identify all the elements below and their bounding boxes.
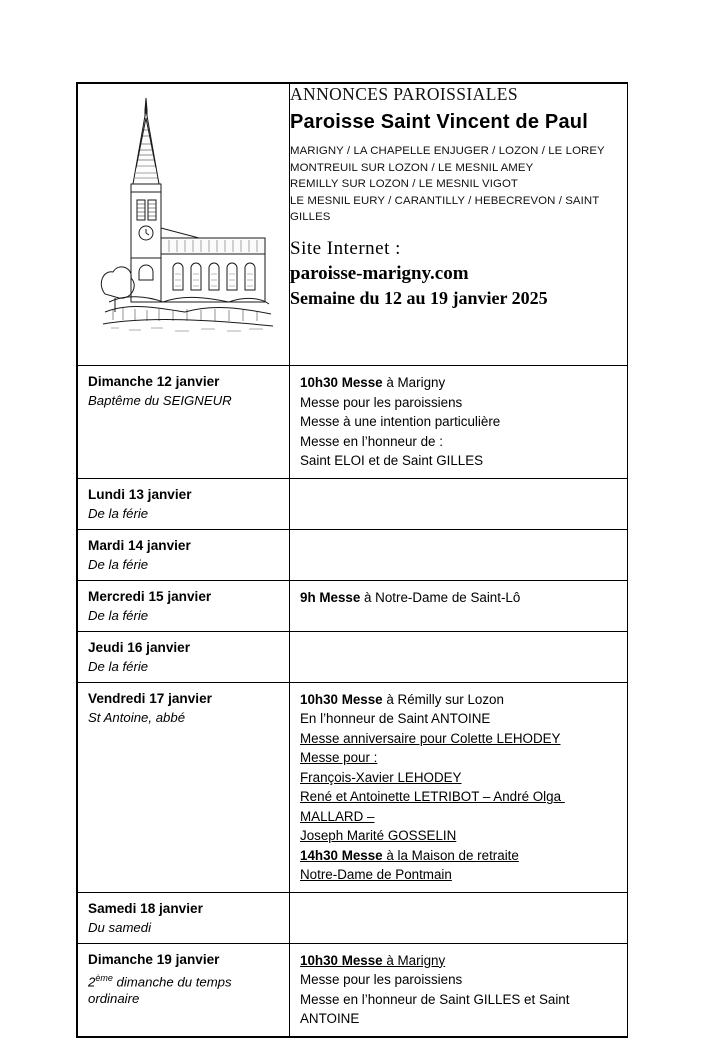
events-cell <box>290 529 628 580</box>
event-time: 10h30 Messe <box>300 952 383 968</box>
event-line: Messe pour les paroissiens <box>300 972 463 987</box>
events-cell <box>290 943 628 1036</box>
site-url[interactable]: paroisse-marigny.com <box>290 262 469 284</box>
event-line: Messe pour : <box>300 750 378 765</box>
event-line: Messe à une intention particulière <box>300 414 501 429</box>
day-subtitle: De la férie <box>88 556 149 572</box>
day-block <box>78 944 289 1014</box>
events-block <box>290 683 627 892</box>
event-rest: à Rémilly sur Lozon <box>382 691 504 707</box>
events-cell <box>290 892 628 943</box>
day-subtitle: 2ème dimanche du temps ordinaire <box>88 972 232 1006</box>
day-subtitle: Baptême du SEIGNEUR <box>88 393 232 408</box>
day-name: Mardi 14 janvier <box>88 537 191 553</box>
events-block <box>290 944 627 1036</box>
day-subtitle: De la férie <box>88 658 149 674</box>
events-block-empty <box>290 479 627 493</box>
table-row <box>78 366 628 479</box>
day-cell <box>78 631 290 682</box>
event-line: Saint ELOI et de Saint GILLES <box>300 453 484 468</box>
day-block <box>78 479 289 529</box>
event-line: Messe en l’honneur de Saint GILLES et Saint <box>300 991 570 1007</box>
event-time: 9h Messe <box>300 589 361 605</box>
parish-name: Paroisse Saint Vincent de Paul <box>290 111 588 133</box>
events-block <box>290 581 627 615</box>
day-block <box>78 530 289 580</box>
event-line <box>300 373 619 393</box>
day-cell <box>78 892 290 943</box>
event-line <box>300 846 619 866</box>
event-line: Messe pour les paroissiens <box>300 394 463 410</box>
day-cell <box>78 682 290 892</box>
day-name: Samedi 18 janvier <box>88 900 203 916</box>
header-row <box>78 84 628 366</box>
event-line: ANTOINE <box>300 1011 360 1026</box>
event-line: François-Xavier LEHODEY <box>300 769 462 785</box>
table-row <box>78 943 628 1036</box>
table-row <box>78 892 628 943</box>
day-name: Jeudi 16 janvier <box>88 639 191 655</box>
week-range: Semaine du 12 au 19 janvier 2025 <box>290 287 548 308</box>
event-line: René et Antoinette LETRIBOT – André Olga MALLARD – <box>300 789 565 824</box>
event-rest: à Marigny <box>382 952 446 968</box>
day-cell <box>78 366 290 479</box>
day-name: Dimanche 12 janvier <box>88 374 220 389</box>
day-name: Dimanche 19 janvier <box>88 951 220 967</box>
table-row <box>78 631 628 682</box>
village-line: LE MESNIL EURY / CARANTILLY / HEBECREVON / SAINT GILLES <box>290 194 600 223</box>
day-cell <box>78 529 290 580</box>
event-rest: à Marigny <box>382 375 446 390</box>
day-block <box>78 632 289 682</box>
event-time: 10h30 Messe <box>300 691 383 707</box>
site-block <box>290 238 627 309</box>
event-line: Notre-Dame de Pontmain <box>300 867 452 882</box>
bulletin-table <box>77 83 628 1037</box>
events-cell <box>290 366 628 479</box>
church-drawing-icon <box>78 84 289 365</box>
events-block-empty <box>290 632 627 646</box>
day-block <box>78 683 289 733</box>
village-line: REMILLY SUR LOZON / LE MESNIL VIGOT <box>290 178 518 190</box>
event-line: Messe en l’honneur de : <box>300 433 443 449</box>
village-line: MARIGNY / LA CHAPELLE ENJUGER / LOZON / LE LOREY <box>290 145 605 157</box>
day-cell <box>78 580 290 631</box>
events-cell <box>290 478 628 529</box>
day-name: Lundi 13 janvier <box>88 486 192 502</box>
events-cell <box>290 631 628 682</box>
site-label: Site Internet : <box>290 237 401 259</box>
table-row <box>78 529 628 580</box>
events-block <box>290 366 627 478</box>
event-line <box>300 588 619 608</box>
parish-bulletin-sheet <box>76 82 628 1038</box>
events-block-empty <box>290 893 627 907</box>
event-rest: à Notre-Dame de Saint-Lô <box>360 589 521 605</box>
day-subtitle: St Antoine, abbé <box>88 709 186 725</box>
day-cell <box>78 478 290 529</box>
day-block <box>78 581 289 631</box>
ordinal-suffix: ème <box>95 972 113 983</box>
village-line: MONTREUIL SUR LOZON / LE MESNIL AMEY <box>290 161 534 174</box>
events-cell <box>290 580 628 631</box>
event-line <box>300 690 619 710</box>
event-rest: à la Maison de retraite <box>382 847 519 863</box>
day-cell <box>78 943 290 1036</box>
event-line <box>300 951 619 971</box>
day-subtitle: De la férie <box>88 607 149 623</box>
event-line: Joseph Marité GOSSELIN <box>300 828 457 843</box>
annonces-title: ANNONCES PAROISSIALES <box>290 84 519 104</box>
events-cell <box>290 682 628 892</box>
event-line: En l’honneur de Saint ANTOINE <box>300 711 491 726</box>
table-row <box>78 682 628 892</box>
table-row <box>78 478 628 529</box>
events-block-empty <box>290 530 627 544</box>
event-time: 14h30 Messe <box>300 847 383 863</box>
header-text-cell <box>290 84 628 366</box>
day-subtitle: Du samedi <box>88 919 152 935</box>
table-row <box>78 580 628 631</box>
event-time: 10h30 Messe <box>300 375 383 390</box>
villages-list <box>290 143 627 226</box>
day-block <box>78 366 289 416</box>
day-subtitle: De la férie <box>88 505 149 521</box>
day-block <box>78 893 289 943</box>
day-name: Vendredi 17 janvier <box>88 690 212 706</box>
event-line: Messe anniversaire pour Colette LEHODEY <box>300 730 561 746</box>
church-illustration-cell <box>78 84 290 366</box>
day-name: Mercredi 15 janvier <box>88 588 212 604</box>
